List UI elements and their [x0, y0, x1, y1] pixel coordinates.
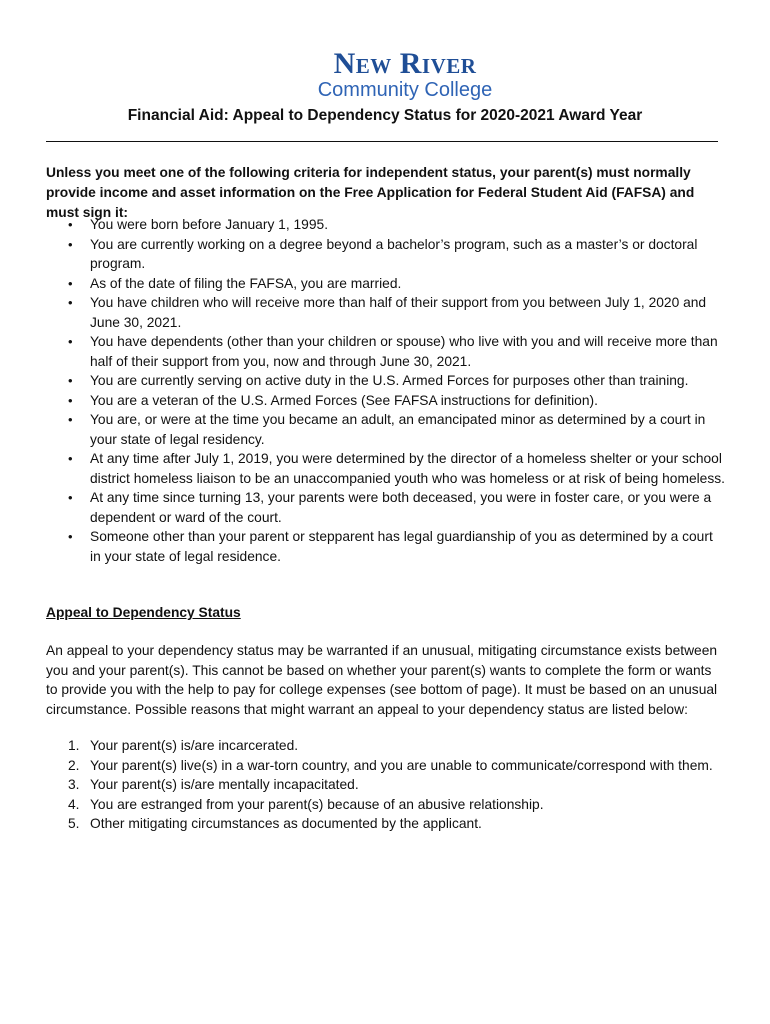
numbered-item-text: Your parent(s) live(s) in a war-torn country, and you are unable to communicate/correspond with them.	[90, 757, 713, 773]
numbered-item	[46, 795, 726, 815]
bullet-icon: •	[68, 451, 73, 466]
bullet-icon: •	[68, 529, 73, 544]
list-item-text: You are a veteran of the U.S. Armed Forces (See FAFSA instructions for definition).	[90, 392, 598, 408]
bullet-icon: •	[68, 490, 73, 505]
list-item	[46, 488, 726, 527]
bullet-icon: •	[68, 236, 73, 252]
logo-name-line: New River	[333, 47, 477, 80]
list-item	[46, 235, 726, 274]
bullet-icon: •	[68, 392, 73, 408]
bullet-icon: •	[68, 295, 73, 310]
list-item	[46, 371, 726, 391]
numbered-item-text: Other mitigating circumstances as documented by the applicant.	[90, 816, 482, 831]
list-item-text: You are currently serving on active duty in the U.S. Armed Forces for purposes other than training.	[90, 373, 689, 388]
list-item-text: Someone other than your parent or stepparent has legal guardianship of you as determined by a court in your state of legal residence.	[90, 529, 713, 564]
list-item-text: You have dependents (other than your children or spouse) who live with you and will receive more than half of their support from you, now and through June 30, 2021.	[90, 334, 718, 369]
intro-paragraph: Unless you meet one of the following criteria for independent status, your parent(s) must normally provide income and asset information on the Free Application for Federal Student Aid (FAFSA) and must sign it:	[46, 165, 695, 220]
independence-criteria-list	[46, 215, 726, 566]
numbered-item	[46, 756, 726, 776]
list-item-text: At any time since turning 13, your parents were both deceased, you were in foster care, or you were a dependent or ward of the court.	[90, 490, 712, 525]
document-title: Financial Aid: Appeal to Dependency Status for 2020-2021 Award Year	[127, 107, 643, 124]
list-item	[46, 449, 726, 488]
item-number: 4.	[68, 796, 80, 812]
numbered-item-text: You are estranged from your parent(s) because of an abusive relationship.	[90, 796, 544, 812]
list-item	[46, 410, 726, 449]
list-item-text: As of the date of filing the FAFSA, you are married.	[90, 275, 402, 291]
bullet-icon: •	[68, 217, 73, 232]
logo-subname-line: Community College	[317, 79, 493, 101]
numbered-item	[46, 814, 726, 834]
list-item	[46, 332, 726, 371]
item-number: 5.	[68, 816, 80, 831]
numbered-item-text: Your parent(s) is/are incarcerated.	[90, 738, 299, 753]
list-item-text: At any time after July 1, 2019, you were determined by the director of a homeless shelter or your school district homeless liaison to be an unaccompanied youth who was homeless or at risk of being homeless.	[90, 451, 725, 486]
item-number: 3.	[68, 777, 80, 792]
list-item	[46, 215, 726, 235]
list-item	[46, 293, 726, 332]
list-item-text: You are currently working on a degree beyond a bachelor’s program, such as a master’s or doctoral program.	[90, 236, 698, 271]
bullet-icon: •	[68, 275, 73, 291]
list-item-text: You were born before January 1, 1995.	[90, 217, 329, 232]
bullet-icon: •	[68, 412, 73, 427]
item-number: 1.	[68, 738, 80, 753]
bullet-icon: •	[68, 373, 73, 388]
appeal-paragraph: An appeal to your dependency status may be warranted if an unusual, mitigating circumstance exists between you and your parent(s). This cannot be based on whether your parent(s) wants to complete the form or wants to provide you with the help to pay for college expenses (see bottom of page). It must be based on an unusual circumstance. Possible reasons that might warrant an appeal to your dependency status are listed below:	[46, 643, 718, 717]
numbered-item-text: Your parent(s) is/are mentally incapacitated.	[90, 777, 359, 792]
list-item	[46, 391, 726, 411]
numbered-item	[46, 736, 726, 756]
title-divider	[46, 141, 718, 142]
list-item	[46, 274, 726, 294]
list-item-text: You have children who will receive more than half of their support from you between July 1, 2020 and June 30, 2021.	[90, 295, 707, 330]
list-item	[46, 527, 726, 566]
appeal-reasons-list	[46, 736, 726, 834]
item-number: 2.	[68, 757, 80, 773]
college-logo	[0, 49, 770, 101]
bullet-icon: •	[68, 334, 73, 349]
numbered-item	[46, 775, 726, 795]
appeal-section-heading: Appeal to Dependency Status	[46, 605, 241, 620]
list-item-text: You are, or were at the time you became an adult, an emancipated minor as determined by a court in your state of legal residency.	[90, 412, 706, 447]
